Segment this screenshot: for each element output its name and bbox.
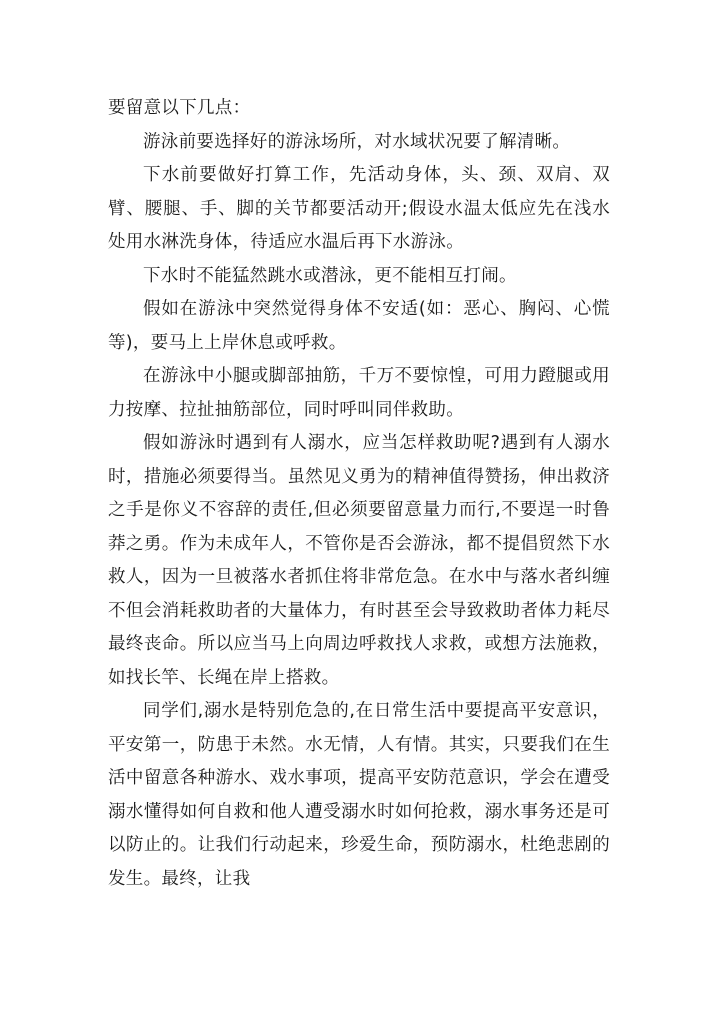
paragraph-warmup: 下水前要做好打算工作，先活动身体，头、颈、双肩、双臂、腰腿、手、脚的关节都要活动开;假设水温太低应先在浅水处用水淋洗身体，待适应水温后再下水游泳。 xyxy=(108,165,610,252)
paragraph-conclusion: 同学们,溺水是特别危急的,在日常生活中要提高平安意识，平安第一，防患于未然。水无情，人有情。其实，只要我们在生活中留意各种游水、戏水事项，提高平安防范意识，学会在遭受溺水懂得如何自救和他人遭受溺水时如何抢救，溺水事务还是可以防止的。让我们行动起来，珍爱生命，预防溺水，杜绝悲剧的发生。最终，让我 xyxy=(108,701,610,889)
paragraph-discomfort: 假如在游泳中突然觉得身体不安适(如：恶心、胸闷、心慌等)，要马上上岸休息或呼救。 xyxy=(108,299,610,353)
paragraph-venue: 游泳前要选择好的游泳场所，对水域状况要了解清晰。 xyxy=(143,131,571,152)
document-body xyxy=(108,92,610,896)
paragraph-cramps: 在游泳中小腿或脚部抽筋，千万不要惊惶，可用力蹬腿或用力按摩、拉扯抽筋部位，同时呼叫同伴救助。 xyxy=(108,366,610,420)
paragraph-no-diving: 下水时不能猛然跳水或潜泳，更不能相互打闹。 xyxy=(143,265,517,286)
paragraph-rescue: 假如游泳时遇到有人溺水，应当怎样救助呢?遇到有人溺水时，措施必须要得当。虽然见义勇为的精神值得赞扬，伸出救济之手是你义不容辞的责任,但必须要留意量力而行,不要逞一时鲁莽之勇。作为未成年人，不管你是否会游泳，都不提倡贸然下水救人，因为一旦被落水者抓住将非常危急。在水中与落水者纠缠不但会消耗救助者的大量体力，有时甚至会导致救助者体力耗尽最终丧命。所以应当马上向周边呼救找人求救，或想方法施救，如找长竿、长绳在岸上搭救。 xyxy=(108,433,610,688)
paragraph-intro: 要留意以下几点： xyxy=(108,98,251,118)
